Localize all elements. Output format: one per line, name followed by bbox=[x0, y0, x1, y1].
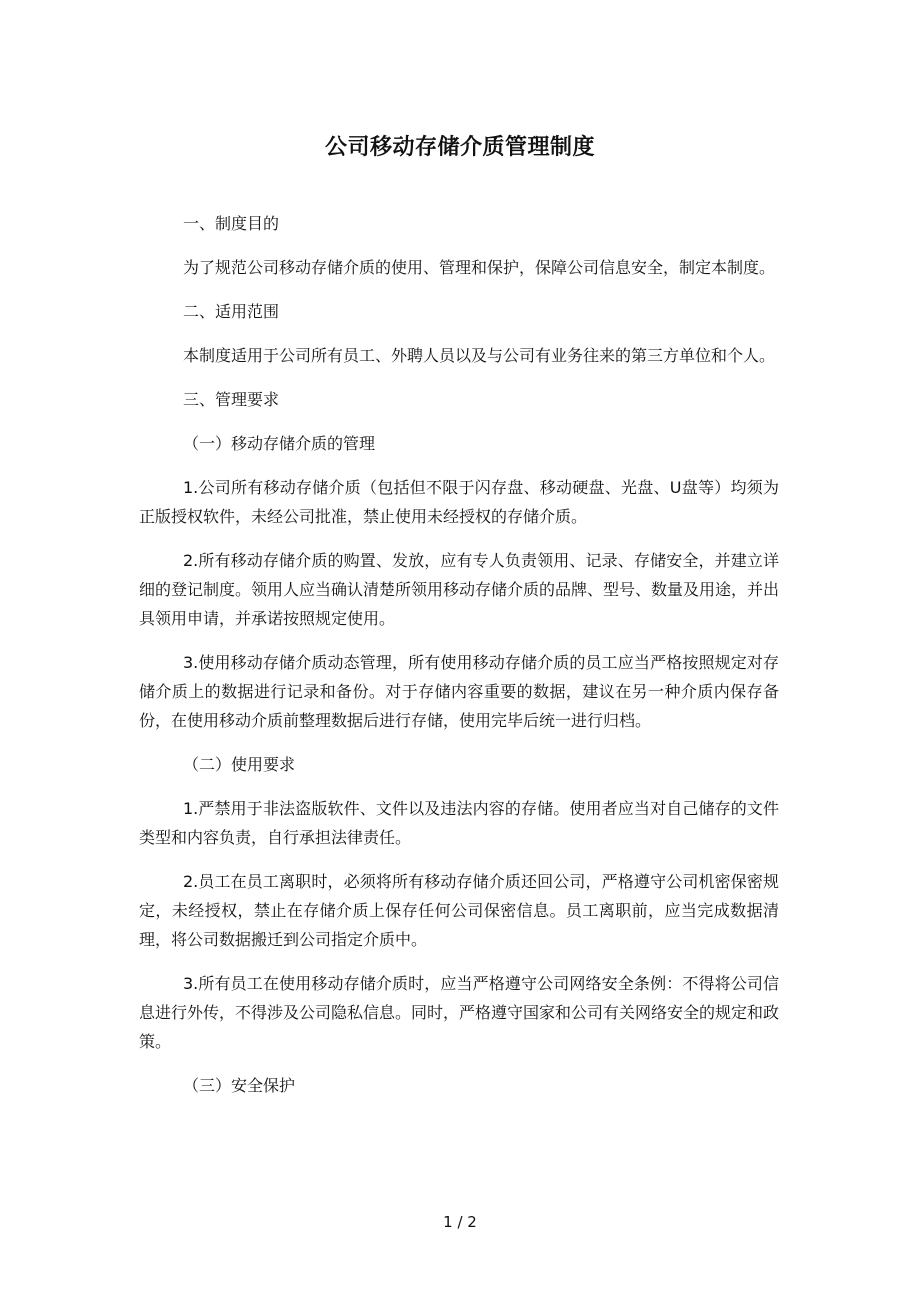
paragraph-scope: 本制度适用于公司所有员工、外聘人员以及与公司有业务往来的第三方单位和个人。 bbox=[183, 346, 776, 365]
page-number: 1 / 2 bbox=[443, 1213, 477, 1231]
document-body bbox=[139, 209, 779, 1115]
paragraph-usage-3: 3.所有员工在使用移动存储介质时，应当严格遵守公司网络安全条例：不得将公司信息进行外传，不得涉及公司隐私信息。同时，严格遵守国家和公司有关网络安全的规定和政策。 bbox=[139, 974, 780, 1051]
paragraph-usage-2: 2.员工在员工离职时，必须将所有移动存储介质还回公司，严格遵守公司机密保密规定，未经授权，禁止在存储介质上保存任何公司保密信息。员工离职前，应当完成数据清理，将公司数据搬迁到公司指定介质中。 bbox=[139, 872, 779, 949]
paragraph-purpose: 为了规范公司移动存储介质的使用、管理和保护，保障公司信息安全，制定本制度。 bbox=[183, 258, 776, 277]
section-heading-scope: 二、适用范围 bbox=[183, 302, 280, 321]
paragraph-usage-1: 1.严禁用于非法盗版软件、文件以及违法内容的存储。使用者应当对自己储存的文件类型和内容负责，自行承担法律责任。 bbox=[139, 799, 779, 847]
page-title: 公司移动存储介质管理制度 bbox=[324, 135, 595, 160]
paragraph-media-management-3: 3.使用移动存储介质动态管理，所有使用移动存储介质的员工应当严格按照规定对存储介质上的数据进行记录和备份。对于存储内容重要的数据，建议在另一种介质内保存备份，在使用移动介质前整理数据后进行存储，使用完毕后统一进行归档。 bbox=[139, 653, 779, 730]
section-heading-purpose: 一、制度目的 bbox=[183, 214, 280, 233]
subsection-heading-security: （三）安全保护 bbox=[183, 1076, 296, 1095]
paragraph-media-management-1: 1.公司所有移动存储介质（包括但不限于闪存盘、移动硬盘、光盘、U盘等）均须为正版授权软件，未经公司批准，禁止使用未经授权的存储介质。 bbox=[139, 478, 779, 526]
paragraph-media-management-2: 2.所有移动存储介质的购置、发放，应有专人负责领用、记录、存储安全，并建立详细的登记制度。领用人应当确认清楚所领用移动存储介质的品牌、型号、数量及用途，并出具领用申请，并承诺按照规定使用。 bbox=[139, 551, 780, 628]
section-heading-requirements: 三、管理要求 bbox=[183, 390, 280, 409]
subsection-heading-usage: （二）使用要求 bbox=[183, 755, 296, 774]
subsection-heading-media-management: （一）移动存储介质的管理 bbox=[183, 434, 376, 453]
